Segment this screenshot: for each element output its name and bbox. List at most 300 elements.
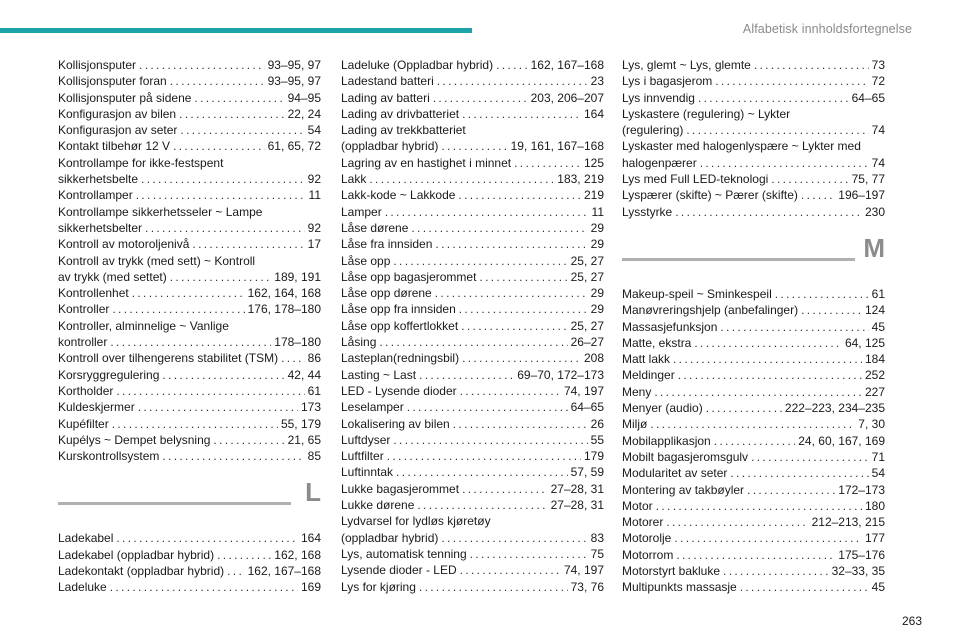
index-entry-line [341, 57, 604, 73]
dot-leader [110, 579, 298, 595]
index-entry [622, 335, 885, 351]
index-entry-term: Leselamper [341, 400, 404, 415]
dot-leader [387, 448, 581, 464]
index-entry-term: Lakk [341, 172, 367, 187]
index-entry [58, 106, 321, 122]
index-entry-pages: 27–28, 31 [550, 481, 604, 496]
index-entry-line [58, 416, 321, 432]
index-entry-term: Kontakt tilbehør 12 V [58, 139, 171, 154]
index-entry-pages: 184 [864, 352, 885, 367]
index-entry-pages: 73 [871, 58, 885, 72]
index-entry-pages: 93–95, 97 [267, 74, 321, 89]
index-entry-term: (regulering) [622, 123, 684, 138]
index-entry [622, 187, 885, 203]
index-entry-pages: 75 [590, 546, 604, 561]
index-entry-term: Matt lakk [622, 352, 671, 367]
index-entry-pages: 45 [871, 580, 885, 595]
index-entry-pages: 179 [583, 449, 604, 464]
index-entry-term: Multipunkts massasje [622, 580, 737, 595]
index-entry-pages: 196–197 [838, 188, 885, 203]
index-entry [622, 465, 885, 481]
dot-leader [441, 530, 587, 546]
index-entry-line [58, 138, 321, 154]
index-entry-line [58, 530, 321, 546]
index-entry-term: Modularitet av seter [622, 466, 728, 481]
index-entry-pages: 208 [583, 351, 604, 366]
index-entry-term: Kollisjonsputer foran [58, 74, 167, 89]
dot-leader [396, 464, 568, 480]
index-entry-line [58, 350, 321, 366]
index-entry [341, 220, 604, 236]
index-entry-line [341, 138, 604, 154]
index-entry-line [622, 498, 885, 514]
index-entry-line [341, 220, 604, 236]
dot-leader [435, 285, 588, 301]
index-entry [622, 530, 885, 546]
index-entry-term: Lysstyrke [622, 204, 673, 219]
index-entry-term: Kupéfilter [58, 416, 109, 431]
index-entry-pages: 164 [300, 531, 321, 546]
index-entry-line [58, 383, 321, 399]
index-entry-pages: 7, 30 [858, 417, 885, 432]
index-entry-term: Lys, automatisk tenning [341, 546, 467, 561]
dot-leader [112, 416, 278, 432]
index-entry-term: Kuldeskjermer [58, 400, 135, 415]
index-entry [58, 253, 321, 286]
dot-leader [470, 546, 588, 562]
index-entry-line [622, 351, 885, 367]
index-entry-term: Mobilapplikasjon [622, 433, 711, 448]
index-entry-term: Kollisjonsputer [58, 58, 137, 72]
dot-leader [747, 482, 835, 498]
index-entry [341, 106, 604, 122]
index-entry-line [58, 547, 321, 563]
index-entry-line [341, 236, 604, 252]
index-entry-term: av trykk (med settet) [58, 269, 167, 284]
dot-leader [194, 90, 284, 106]
index-entry-line [341, 481, 604, 497]
index-entry-pages: 26 [590, 416, 604, 431]
dot-leader [433, 90, 528, 106]
index-entry-pages: 23 [590, 74, 604, 89]
index-entry-line [341, 497, 604, 513]
index-entry-pages: 69–70, 172–173 [517, 367, 604, 382]
index-entry [622, 171, 885, 187]
index-entry [622, 286, 885, 302]
index-entry-pages: 162, 168 [274, 547, 321, 562]
index-entry [622, 433, 885, 449]
index-entry-line [341, 432, 604, 448]
index-entry [341, 481, 604, 497]
index-entry-line [622, 547, 885, 563]
dot-leader [706, 400, 782, 416]
index-entry [58, 122, 321, 138]
dot-leader [385, 204, 589, 220]
index-entry-term: Motor [622, 498, 653, 513]
index-entry [622, 400, 885, 416]
index-entry-term: (oppladbar hybrid) [341, 139, 439, 154]
index-entry [58, 399, 321, 415]
index-entry-term: Luftfilter [341, 449, 384, 464]
dot-leader [112, 301, 244, 317]
index-entry-term: Kortholder [58, 383, 114, 398]
index-entry-line [622, 433, 885, 449]
index-entry-term: Luftinntak [341, 465, 394, 480]
index-entry-line [341, 253, 604, 269]
index-entry [58, 432, 321, 448]
index-entry [341, 350, 604, 366]
index-entry [341, 334, 604, 350]
index-entry-term: Lokalisering av bilen [341, 416, 450, 431]
index-entry-term: Montering av takbøyler [622, 482, 745, 497]
dot-leader [700, 155, 869, 171]
index-entry-pages: 177 [864, 531, 885, 546]
index-entry-pages: 85 [307, 449, 321, 464]
index-entry-line [58, 236, 321, 252]
index-entry-line [341, 301, 604, 317]
index-entry [58, 350, 321, 366]
index-entry [622, 57, 885, 73]
section-letter: M [863, 232, 885, 263]
index-entry-pages: 74 [871, 155, 885, 170]
dot-leader [666, 514, 808, 530]
index-entry [341, 236, 604, 252]
index-entry-pages: 252 [864, 368, 885, 383]
dot-leader [369, 171, 554, 187]
index-entry-term: halogenpærer [622, 155, 697, 170]
dot-leader [170, 73, 265, 89]
index-entry-term: Låse opp [341, 253, 391, 268]
index-entry [341, 122, 604, 155]
index-entry [58, 318, 321, 351]
index-entry-line [622, 514, 885, 530]
index-entry-term: Konfigurasjon av seter [58, 123, 178, 138]
index-entry-term: Kontroll av motoroljenivå [58, 237, 190, 252]
dot-leader [170, 269, 272, 285]
section-header-m [622, 232, 885, 276]
dot-leader [715, 73, 868, 89]
dot-leader [110, 334, 271, 350]
index-entry-term: Motorolje [622, 531, 672, 546]
index-entry-pages: 92 [307, 172, 321, 187]
index-entry-pages: 93–95, 97 [267, 58, 321, 72]
dot-leader [675, 204, 862, 220]
index-entry [622, 204, 885, 220]
dot-leader [460, 562, 561, 578]
dot-leader [393, 432, 587, 448]
index-entry-line [622, 384, 885, 400]
index-entry-line [341, 546, 604, 562]
dot-leader [714, 433, 796, 449]
index-entry-line [341, 562, 604, 578]
index-entry-pages: 212–213, 215 [811, 515, 885, 530]
section-header-l [58, 477, 321, 520]
index-entry [341, 513, 604, 546]
index-entry-pages: 22, 24 [287, 106, 321, 121]
index-entry-pages: 11 [591, 204, 604, 219]
dot-leader [139, 57, 265, 73]
index-entry-term: Låse opp bagasjerommet [341, 269, 477, 284]
index-entry [341, 399, 604, 415]
index-entry-pages: 42, 44 [287, 367, 321, 382]
index-entry-line [341, 448, 604, 464]
index-entry-line [58, 334, 321, 350]
dot-leader [740, 579, 869, 595]
dot-leader [650, 416, 855, 432]
index-entry-term: Ladeluke [58, 580, 107, 595]
index-entry-term: Kurskontrollsystem [58, 449, 160, 464]
dot-leader [116, 383, 304, 399]
index-entry-term-line: Lyskaster med halogenlyspære ~ Lykter med [622, 139, 861, 154]
page-header-title: Alfabetisk innholdsfortegnelse [742, 22, 912, 36]
index-entry [341, 301, 604, 317]
index-entry [622, 384, 885, 400]
index-entry-pages: 124 [864, 303, 885, 318]
index-entry [622, 106, 885, 139]
index-entry [58, 73, 321, 89]
index-entry-term: Lukke dørene [341, 498, 415, 513]
index-entry-term: sikkerhetsbelte [58, 172, 139, 187]
index-entry-term: Låse dørene [341, 220, 409, 235]
dot-leader [173, 138, 265, 154]
index-entry [341, 464, 604, 480]
index-entry-term: kontroller [58, 335, 108, 350]
dot-leader [145, 220, 305, 236]
index-entry-pages: 26–27 [570, 335, 604, 350]
index-entry-line [341, 90, 604, 106]
index-entry-line [58, 367, 321, 383]
dot-leader [801, 187, 835, 203]
index-entry-line [622, 530, 885, 546]
dot-leader [136, 187, 306, 203]
index-entry-term: (oppladbar hybrid) [341, 530, 439, 545]
index-entry-term: LED - Lysende dioder [341, 383, 457, 398]
index-entry-line [58, 432, 321, 448]
index-entry-line [341, 187, 604, 203]
index-entry-pages: 27–28, 31 [550, 498, 604, 513]
dot-leader [730, 465, 868, 481]
index-entry [341, 497, 604, 513]
dot-leader [460, 383, 561, 399]
dot-leader [411, 220, 587, 236]
index-entry-line [58, 122, 321, 138]
dot-leader [379, 334, 567, 350]
section-rule [58, 502, 291, 505]
index-entry-term: Låsing [341, 335, 377, 350]
dot-leader [459, 301, 588, 317]
index-entry-pages: 74, 197 [563, 383, 604, 398]
index-entry-pages: 125 [583, 155, 604, 170]
index-entry-pages: 55 [590, 432, 604, 447]
index-entry [58, 236, 321, 252]
index-entry-term: Lys for kjøring [341, 579, 416, 594]
index-entry-pages: 11 [308, 188, 321, 203]
index-entry [58, 563, 321, 579]
index-entry-pages: 75, 77 [851, 172, 885, 187]
index-entry-line [622, 187, 885, 203]
index-entry [622, 498, 885, 514]
index-entry-pages: 173 [300, 400, 321, 415]
index-entry-pages: 172–173 [838, 482, 885, 497]
index-entry-term: Lys med Full LED-teknologi [622, 172, 769, 187]
index-entry [341, 187, 604, 203]
index-entry [622, 138, 885, 171]
index-entry-pages: 25, 27 [570, 318, 604, 333]
index-entry-pages: 92 [307, 220, 321, 235]
index-entry-line [622, 416, 885, 432]
index-entry [622, 351, 885, 367]
index-entry-term: Kollisjonsputer på sidene [58, 90, 192, 105]
index-entry-line [341, 416, 604, 432]
index-entry [58, 383, 321, 399]
index-entry [341, 448, 604, 464]
index-entry-pages: 83 [590, 530, 604, 545]
index-entry-line [622, 155, 885, 171]
index-entry-term-line: Kontroll av trykk (med sett) ~ Kontroll [58, 253, 256, 268]
index-entry-pages: 61 [871, 286, 885, 301]
index-entry-line [622, 204, 885, 220]
index-entry-term: sikkerhetsbelter [58, 220, 143, 235]
index-entry-line [622, 171, 885, 187]
index-entry-line [341, 204, 604, 220]
dot-leader [217, 547, 271, 563]
index-entry-line [341, 334, 604, 350]
index-entry-pages: 64, 125 [844, 335, 885, 350]
index-entry-term: Låse opp dørene [341, 286, 432, 301]
index-entry-term: Låse opp koffertlokket [341, 318, 459, 333]
index-entry-term-line: Kontrollampe sikkerhetsseler ~ Lampe [58, 204, 263, 219]
index-entry-term: Lysende dioder - LED [341, 563, 457, 578]
dot-leader [437, 73, 588, 89]
index-entry-line [341, 464, 604, 480]
dot-leader [458, 187, 581, 203]
dot-leader [698, 90, 849, 106]
index-entry-term: Miljø [622, 417, 648, 432]
dot-leader [407, 399, 568, 415]
index-entry [341, 546, 604, 562]
index-entry-term: Ladestand batteri [341, 74, 434, 89]
index-entry-pages: 86 [307, 351, 321, 366]
index-entry [622, 416, 885, 432]
dot-leader [441, 138, 507, 154]
dot-leader [462, 350, 581, 366]
index-entry-line [622, 400, 885, 416]
index-entry-line [622, 579, 885, 595]
index-entry-pages: 222–223, 234–235 [784, 401, 885, 416]
index-entry [341, 416, 604, 432]
dot-leader [179, 106, 285, 122]
index-entry-pages: 61 [307, 383, 321, 398]
index-entry-pages: 61, 65, 72 [267, 139, 321, 154]
index-entry-term: Matte, ekstra [622, 335, 692, 350]
index-entry [58, 155, 321, 188]
index-entry-term: Kontroll over tilhengerens stabilitet (TSM) [58, 351, 279, 366]
index-entry-pages: 64–65 [851, 90, 885, 105]
index-entry-term: Meldinger [622, 368, 675, 383]
dot-leader [132, 285, 245, 301]
index-entry-term: Lamper [341, 204, 382, 219]
index-entry [58, 285, 321, 301]
index-entry [341, 432, 604, 448]
index-entry [58, 138, 321, 154]
dot-leader [162, 367, 284, 383]
index-column-2 [341, 57, 604, 595]
index-entry-term: Ladekabel [58, 531, 114, 546]
index-entry-line [341, 171, 604, 187]
index-entry-line [58, 187, 321, 203]
index-entry [58, 530, 321, 546]
index-entry-term: Lukke bagasjerommet [341, 481, 460, 496]
index-entry-pages: 164 [583, 106, 604, 121]
index-entry-pages: 24, 60, 167, 169 [798, 433, 885, 448]
index-entry [622, 514, 885, 530]
index-entry-term: Menyer (audio) [622, 401, 703, 416]
index-entry-line [622, 367, 885, 383]
index-entry [622, 302, 885, 318]
index-entry-line [622, 449, 885, 465]
index-entry-line [58, 563, 321, 579]
index-entry-term: Korsryggregulering [58, 367, 160, 382]
index-entry-term: Kupélys ~ Dempet belysning [58, 432, 211, 447]
dot-leader [138, 399, 298, 415]
index-entry-term: Meny [622, 384, 652, 399]
index-entry-term: Lagring av en hastighet i minnet [341, 155, 512, 170]
index-entry-line [58, 90, 321, 106]
dot-leader [656, 498, 862, 514]
index-entry-term: Låse opp fra innsiden [341, 302, 456, 317]
index-entry-line [341, 155, 604, 171]
index-entry-line [58, 269, 321, 285]
index-entry-term-line: Lading av trekkbatteriet [341, 123, 466, 138]
index-entry-pages: 29 [590, 237, 604, 252]
index-entry-line [622, 57, 885, 73]
index-entry-pages: 175–176 [838, 547, 885, 562]
index-entry-line [622, 73, 885, 89]
index-entry-pages: 45 [871, 319, 885, 334]
index-entry-term: Ladeluke (Oppladbar hybrid) [341, 58, 494, 72]
index-entry [58, 57, 321, 73]
index-entry-line [622, 319, 885, 335]
index-entry [58, 547, 321, 563]
index-entry [622, 449, 885, 465]
index-entry [341, 318, 604, 334]
index-entry [341, 155, 604, 171]
dot-leader [116, 530, 298, 546]
index-entry-pages: 162, 167–168 [247, 564, 321, 579]
index-entry [341, 73, 604, 89]
dot-leader [213, 432, 284, 448]
index-entry-line [341, 350, 604, 366]
index-entry-term: Lys i bagasjerom [622, 74, 713, 89]
page-number: 263 [901, 614, 922, 628]
index-entry-term: Lakk-kode ~ Lakkode [341, 188, 456, 203]
index-entry-line [58, 220, 321, 236]
dot-leader [673, 351, 862, 367]
index-entry-term-line: Kontroller, alminnelige ~ Vanlige [58, 318, 229, 333]
index-entry-pages: 29 [590, 302, 604, 317]
index-entry-pages: 17 [307, 237, 321, 252]
dot-leader [514, 155, 581, 171]
index-entry [341, 57, 604, 73]
index-entry-term: Lading av drivbatteriet [341, 106, 460, 121]
index-column-1 [58, 57, 321, 596]
index-entry-line [341, 579, 604, 595]
index-entry-term: Konfigurasjon av bilen [58, 106, 177, 121]
index-entry [58, 204, 321, 237]
dot-leader [462, 106, 581, 122]
index-entry-pages: 219 [583, 188, 604, 203]
index-entry-pages: 73, 76 [570, 579, 604, 594]
